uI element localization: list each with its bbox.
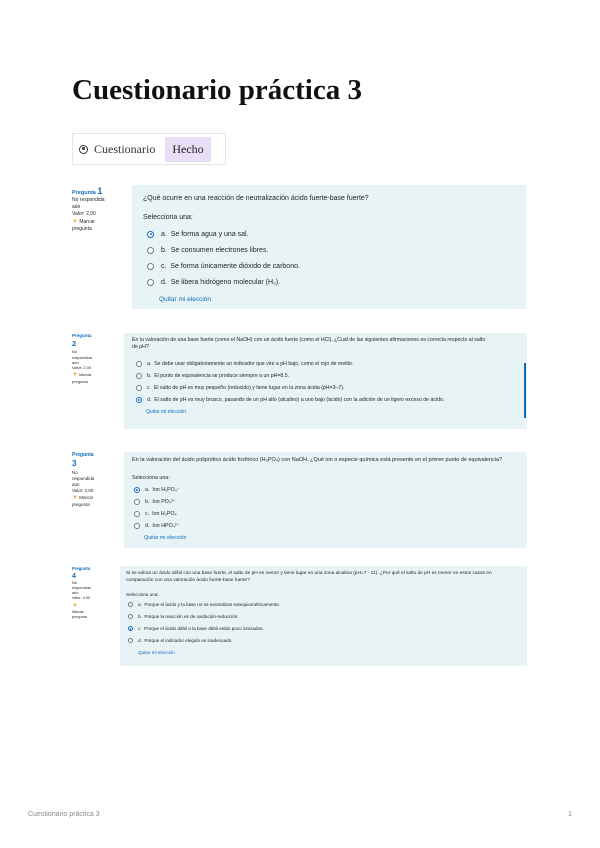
answer-option-b[interactable]: b. El punto de equivalencia se produce siempre a un pH=8.5. (132, 370, 519, 382)
quiz-icon (79, 145, 88, 154)
flag-question-button[interactable]: ▼ Marcar (72, 602, 84, 614)
flag-icon: ▼ (72, 218, 78, 225)
answer-option-a[interactable]: a. Se forma agua y una sal. (143, 226, 515, 242)
question-state-cont: aún (72, 359, 79, 365)
question-content (120, 566, 527, 666)
answer-option-c[interactable]: c. Se forma únicamente dióxido de carbono. (143, 258, 515, 274)
question-label: Pregunta 3 (72, 452, 94, 468)
flag-question-label[interactable]: pregunta (72, 501, 90, 507)
clear-choice-link[interactable]: Quitar mi elección (159, 296, 212, 303)
question-text: En la valoración del ácido poliprótico ácido fosfórico (H₃PO₄) con NaOH, ¿Qué ion o especie química está presente en el primer punto de equivalencia? (132, 457, 503, 463)
radio-button[interactable] (147, 247, 154, 254)
radio-button[interactable] (134, 499, 140, 505)
question-label: Pregunta 4 (72, 566, 91, 580)
answer-option-a[interactable]: a. Porque el ácido y la base no se neutralizan estequiométricamente. (126, 599, 521, 611)
question-info (72, 333, 92, 384)
question-state-cont: aún (72, 591, 79, 596)
page-title: Cuestionario práctica 3 (72, 74, 362, 106)
radio-button[interactable] (147, 279, 154, 286)
question-state-cont: aún (72, 481, 80, 487)
radio-button[interactable] (147, 231, 154, 238)
scrollbar[interactable] (524, 363, 526, 418)
flag-question-button[interactable]: ▼ Marcar (72, 371, 92, 378)
radio-button[interactable] (134, 511, 140, 517)
question-state: No respondida (72, 469, 95, 481)
question-text: ¿Qué ocurre en una reacción de neutralización ácido fuerte-base fuerte? (143, 195, 369, 202)
question-value: Valor: 2,00 (72, 487, 94, 493)
flag-icon: ▼ (72, 602, 78, 609)
question-state: No respondida (72, 349, 92, 360)
answer-option-c[interactable]: c. Porque el ácido débil o la base débil están poco ionizados. (126, 623, 521, 635)
question-value: Valor: 2,00 (72, 365, 92, 371)
flag-question-button[interactable]: ▼ Marcar (72, 494, 94, 501)
flag-icon: ▼ (72, 371, 78, 378)
question-info (72, 452, 94, 508)
answer-option-c[interactable]: c. El salto de pH es muy pequeño (reducido) y tiene lugar en la zona ácida (pH=3–7). (132, 382, 519, 394)
flag-icon: ▼ (72, 494, 78, 501)
clear-choice-link[interactable]: Quitar mi elección (138, 649, 175, 655)
select-prompt: Selecciona una: (143, 214, 193, 221)
select-prompt: Selecciona una: (132, 475, 170, 481)
quiz-status-bar (72, 133, 226, 165)
quiz-status-label: Cuestionario (94, 141, 156, 156)
clear-choice-link[interactable]: Quitar mi elección (146, 408, 187, 415)
question-label: Pregunta 2 (72, 333, 92, 349)
answer-option-b[interactable]: b. Ion PO₄³⁻ (132, 496, 519, 508)
question-state: No respondida (72, 197, 105, 204)
select-prompt: Selecciona una: (126, 591, 159, 597)
question-content (124, 333, 527, 429)
answer-option-d[interactable]: d. El salto de pH es muy brusco, pasando de un pH alto (alcalino) a uno bajo (ácido) con la adición de un ligero exceso de ácido. (132, 394, 519, 406)
radio-button[interactable] (136, 373, 142, 379)
footer-title: Cuestionario práctica 3 (28, 811, 100, 818)
radio-button[interactable] (134, 487, 140, 493)
question-info (72, 185, 124, 233)
radio-button[interactable] (134, 523, 140, 529)
flag-question-button[interactable]: ▼ Marcar (72, 218, 95, 225)
question-text: Si se valora un ácido débil con una base fuerte, el salto de pH es menor y tiene lugar en una zona alcalina (pH=7 - 11). ¿Por qué el salto de pH es menor en estos casos en comparación con una valoración ácido fuerte-base fuerte? (126, 571, 492, 583)
answer-option-b[interactable]: b. Porque la reacción es de oxidación-reducción. (126, 611, 521, 623)
flag-question-label[interactable]: pregunta (72, 225, 92, 232)
status-badge: Hecho (165, 137, 210, 162)
question-value: Valor: 2,00 (72, 210, 96, 217)
question-info (72, 566, 91, 620)
radio-button[interactable] (128, 626, 133, 631)
answer-option-c[interactable]: c. Ion H₃PO₄ (132, 508, 519, 520)
answer-option-d[interactable]: d. Ion HPO₄²⁻ (132, 520, 519, 532)
answer-option-a[interactable]: a. Se debe usar obligatoriamente un indicador que vire a pH bajo, como el rojo de metilo. (132, 358, 519, 370)
radio-button[interactable] (147, 263, 154, 270)
question-value: Valor: 2,00 (72, 596, 91, 601)
question-state: No respondida (72, 581, 91, 591)
clear-choice-link[interactable]: Quitar mi elección (144, 535, 187, 541)
radio-button[interactable] (136, 397, 142, 403)
radio-button[interactable] (128, 614, 133, 619)
question-label: Pregunta 1 (72, 186, 103, 196)
answer-option-d[interactable]: d. Se libera hidrógeno molecular (H₂). (143, 274, 515, 290)
flag-question-label[interactable]: pregunta (72, 378, 88, 384)
question-content (124, 452, 527, 548)
radio-button[interactable] (128, 638, 133, 643)
answer-option-a[interactable]: a. Ion H₂PO₄⁻ (132, 484, 519, 496)
question-content (132, 185, 526, 309)
answer-option-d[interactable]: d. Porque el indicador elegido es inadecuado. (126, 635, 521, 647)
radio-button[interactable] (136, 361, 142, 367)
page-number: 1 (568, 811, 572, 818)
radio-button[interactable] (128, 602, 133, 607)
radio-button[interactable] (136, 385, 142, 391)
question-text: En la valoración de una base fuerte (como el NaOH) con un ácido fuerte (como el HCl), ¿Cuál de las siguientes afirmaciones es correcta respecto al salto de pH? (132, 337, 486, 351)
question-state-cont: aún (72, 204, 81, 211)
answer-option-b[interactable]: b. Se consumen electrones libres. (143, 242, 515, 258)
flag-question-label[interactable]: pregunta (72, 614, 87, 619)
